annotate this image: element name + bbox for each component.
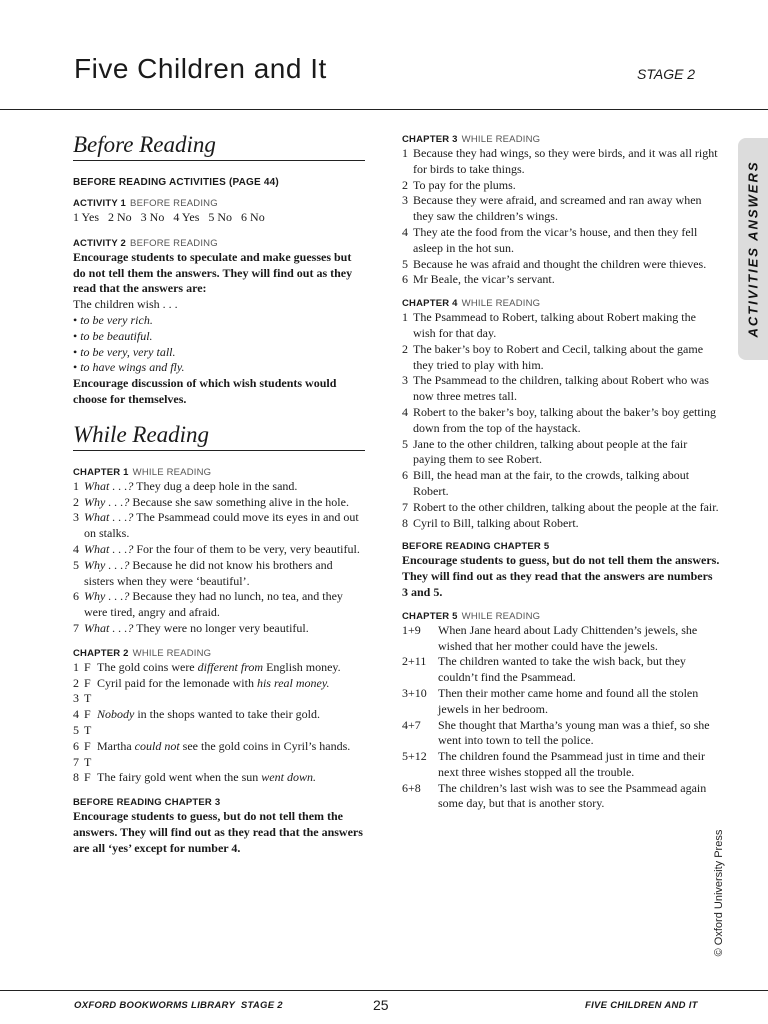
before-reading-chapter5-heading: BEFORE READING CHAPTER 5: [402, 541, 550, 553]
chapter5-answer-item: [402, 781, 720, 813]
item-number: 6: [402, 272, 408, 287]
chapter1-answer-item: [73, 542, 365, 558]
item-number: 6: [402, 468, 408, 483]
item-number: 2: [73, 675, 79, 690]
footer-series: OXFORD BOOKWORMS LIBRARY STAGE 2: [74, 1000, 283, 1011]
chapter1-answer-list: [73, 479, 365, 637]
item-text: [84, 479, 365, 495]
chapter4-answer-item: [402, 342, 720, 374]
chapter2-answer-item: [73, 676, 365, 692]
item-text: [84, 542, 365, 558]
chapter2-answer-item: [73, 755, 365, 771]
item-true-false: F: [84, 675, 91, 690]
item-true-false: F: [84, 738, 91, 753]
item-question: What . . .?: [84, 541, 134, 556]
bullet-dot-icon: •: [73, 344, 81, 359]
activity2-bullet: [73, 329, 365, 345]
item-number: 4+7: [402, 717, 421, 732]
chapter3-sublabel: WHILE READING: [461, 134, 541, 145]
chapter5-answer-item: [402, 718, 720, 750]
item-text-emphasis: went down.: [261, 770, 316, 785]
item-number: 7: [73, 620, 79, 635]
item-number: 8: [73, 770, 79, 785]
chapter2-label: CHAPTER 2: [73, 647, 129, 659]
chapter5-label: CHAPTER 5: [402, 610, 458, 622]
activity1-sublabel: BEFORE READING: [130, 198, 218, 209]
while-reading-title: While Reading: [73, 422, 365, 451]
bullet-dot-icon: •: [73, 312, 81, 327]
item-true-false: T: [84, 722, 92, 737]
activity2-lead: The children wish . . .: [73, 297, 178, 312]
item-question: What . . .?: [84, 620, 134, 635]
chapter2-answer-item: [73, 739, 365, 755]
item-number: 3: [73, 510, 79, 525]
item-number: 4: [402, 404, 408, 419]
item-number: 4: [73, 541, 79, 556]
activity1-label: ACTIVITY 1: [73, 198, 127, 209]
bullet-text: to be beautiful.: [80, 328, 153, 343]
item-text: [84, 510, 365, 542]
item-text: [97, 770, 365, 786]
item-text: The baker’s boy to Robert and Cecil, talking about the game they tried to play with him.: [413, 341, 704, 372]
item-true-false: F: [84, 659, 91, 674]
activity1-caption: [73, 198, 365, 210]
item-true-false: F: [84, 770, 91, 785]
item-text: To pay for the plums.: [413, 177, 516, 192]
item-text-post: see the gold coins in Cyril’s hands.: [179, 738, 351, 753]
item-number: 5: [402, 436, 408, 451]
activity2-bullet: [73, 313, 365, 329]
item-number: 1: [73, 659, 79, 674]
chapter5-sublabel: WHILE READING: [461, 610, 541, 622]
item-question: Why . . .?: [84, 557, 130, 572]
chapter5-answer-item: [402, 654, 720, 686]
footer-book-title: FIVE CHILDREN AND IT: [585, 1000, 698, 1011]
item-text: Then their mother came home and found all the stolen jewels in her bedroom.: [438, 685, 699, 716]
chapter1-label: CHAPTER 1: [73, 466, 129, 478]
chapter1-answer-item: [73, 589, 365, 621]
item-text: Because they had wings, so they were birds, and it was all right for birds to take things.: [413, 146, 718, 176]
activity2-sublabel: BEFORE READING: [130, 237, 218, 249]
item-text: Cyril to Bill, talking about Robert.: [413, 515, 579, 530]
page-header: [0, 0, 768, 110]
item-text-pre: Martha: [97, 738, 135, 753]
item-number: 2: [73, 494, 79, 509]
chapter4-label: CHAPTER 4: [402, 298, 458, 310]
item-text: The children found the Psammead just in time and their next three wishes stopped all the trouble.: [438, 749, 705, 779]
item-number: 5: [73, 722, 79, 737]
item-text: [97, 755, 365, 771]
item-true-false: T: [84, 754, 92, 769]
item-text: Bill, the head man at the fair, to the crowds, talking about Robert.: [413, 468, 690, 498]
chapter3-caption: [402, 134, 720, 146]
item-answer: They were no longer very beautiful.: [133, 620, 309, 635]
item-number: 3: [402, 373, 408, 388]
chapter4-sublabel: WHILE READING: [461, 298, 541, 310]
chapter2-answer-item: [73, 770, 365, 786]
item-number: 2: [402, 341, 408, 356]
item-text: [84, 621, 365, 637]
item-number: 4: [402, 224, 408, 239]
before-reading-chapter3-heading: BEFORE READING CHAPTER 3: [73, 797, 221, 809]
item-question: Why . . .?: [84, 589, 130, 604]
item-question: Why . . .?: [84, 494, 130, 509]
item-number: 1: [73, 478, 79, 493]
chapter3-answer-item: [402, 272, 720, 288]
activity2-bullet: [73, 360, 365, 376]
chapter4-answer-item: [402, 516, 720, 532]
item-text: [84, 558, 365, 590]
chapter4-caption: [402, 298, 720, 310]
chapter2-answer-item: [73, 691, 365, 707]
item-text-pre: The gold coins were: [97, 659, 198, 674]
chapter3-label: CHAPTER 3: [402, 134, 458, 145]
stage-label: STAGE 2: [637, 66, 696, 82]
item-text: The children wanted to take the wish back, but they couldn’t find the Psammead.: [438, 654, 686, 685]
item-true-false: T: [84, 691, 92, 706]
chapter1-answer-item: [73, 558, 365, 590]
chapter4-answer-item: [402, 468, 720, 500]
chapter4-answer-list: [402, 310, 720, 531]
item-text: The children’s last wish was to see the Psammead again some day, but that is another story.: [438, 780, 707, 811]
item-question: What . . .?: [84, 510, 134, 525]
activity2-bullet-list: [73, 313, 365, 376]
item-answer: They dug a deep hole in the sand.: [133, 478, 298, 493]
chapter5-answer-item: [402, 749, 720, 781]
chapter3-answer-item: [402, 178, 720, 194]
activity2-outro: Encourage discussion of which wish students would choose for themselves.: [73, 376, 337, 406]
item-text-emphasis: his real money.: [256, 675, 330, 690]
item-text: Robert to the other children, talking about the people at the fair.: [413, 499, 719, 514]
bullet-text: to have wings and fly.: [80, 360, 185, 375]
copyright-notice: © Oxford University Press: [713, 829, 725, 957]
item-number: 6: [73, 738, 79, 753]
activity2-bullet: [73, 345, 365, 361]
item-number: 1+9: [402, 622, 421, 637]
chapter2-answer-item: [73, 660, 365, 676]
before-reading-chapter5-text: Encourage students to guess, but do not tell them the answers. They will find out as they read that the answers are numbers 3 and 5.: [402, 553, 720, 599]
item-number: 3: [402, 193, 408, 208]
item-number: 3+10: [402, 685, 427, 700]
chapter2-caption: [73, 648, 365, 660]
chapter3-answer-list: [402, 146, 720, 288]
chapter1-sublabel: WHILE READING: [132, 466, 212, 478]
item-text: She thought that Martha’s young man was a thief, so she went into town to tell the police.: [438, 717, 710, 748]
item-text-emphasis: Nobody: [97, 707, 135, 722]
chapter2-answer-item: [73, 707, 365, 723]
before-reading-chapter3-text: Encourage students to guess, but do not tell them the answers. They will find out as they read that the answers are all ‘yes’ except for number 4.: [73, 809, 363, 855]
item-text-pre: Cyril paid for the lemonade with: [97, 675, 257, 690]
bullet-dot-icon: •: [73, 360, 81, 375]
item-number: 6: [73, 589, 79, 604]
activity2-intro: Encourage students to speculate and make guesses but do not tell them the answers. They will find out as they read that the answers are:: [73, 249, 353, 296]
bullet-dot-icon: •: [73, 328, 81, 343]
chapter5-caption: [402, 611, 720, 623]
item-text: [97, 676, 365, 692]
left-column: [73, 128, 365, 857]
right-column: [402, 134, 720, 812]
item-text-pre: The fairy gold went when the sun: [97, 770, 262, 785]
item-text: [97, 723, 365, 739]
item-text: When Jane heard about Lady Chittenden’s jewels, she wished that her mother could have the jewels.: [438, 622, 698, 653]
item-text: [84, 589, 365, 621]
page-title: Five Children and It: [74, 53, 327, 84]
item-text: Robert to the baker’s boy, talking about the baker’s boy getting down from the top of the haystack.: [413, 404, 717, 435]
chapter3-answer-item: [402, 257, 720, 273]
item-text: Mr Beale, the vicar’s servant.: [413, 272, 555, 287]
chapter2-answer-list: [73, 660, 365, 786]
item-text: [97, 691, 365, 707]
item-number: 7: [73, 754, 79, 769]
item-text-post: in the shops wanted to take their gold.: [134, 707, 320, 722]
item-number: 4: [73, 707, 79, 722]
item-text: [97, 660, 365, 676]
item-answer: Because he did not know his brothers and sisters when they were ‘beautiful’.: [84, 557, 333, 588]
chapter3-answer-item: [402, 225, 720, 257]
bullet-text: to be very rich.: [80, 312, 153, 327]
chapter3-answer-item: [402, 193, 720, 225]
item-text-post: English money.: [263, 659, 341, 674]
chapter1-caption: [73, 467, 365, 479]
item-text-emphasis: different from: [197, 659, 264, 674]
item-number: 2+11: [402, 654, 427, 669]
activity2-label: ACTIVITY 2: [73, 237, 127, 249]
activity2-caption: [73, 238, 365, 250]
item-number: 5+12: [402, 749, 427, 764]
chapter4-answer-item: [402, 310, 720, 342]
item-number: 8: [402, 515, 408, 530]
item-answer: The Psammead could move its eyes in and out on stalks.: [84, 510, 359, 541]
chapter1-answer-item: [73, 510, 365, 542]
chapter4-answer-item: [402, 500, 720, 516]
item-number: 1: [402, 310, 408, 325]
chapter1-answer-item: [73, 479, 365, 495]
item-text: Because they were afraid, and screamed and ran away when they saw the children’s wings.: [413, 193, 702, 224]
item-answer: Because she saw something alive in the hole.: [129, 494, 349, 509]
activities-answers-label: ACTIVITIES ANSWERS: [745, 160, 761, 338]
item-text: The Psammead to Robert, talking about Robert making the wish for that day.: [413, 310, 696, 340]
item-text: The Psammead to the children, talking about Robert who was now three metres tall.: [413, 373, 709, 404]
item-question: What . . .?: [84, 478, 134, 493]
chapter5-answer-list: [402, 623, 720, 813]
chapter4-answer-item: [402, 437, 720, 469]
before-reading-title: Before Reading: [73, 132, 365, 161]
item-text-emphasis: could not: [134, 738, 180, 753]
item-text: Jane to the other children, talking about people at the fair paying them to see Robert.: [413, 436, 688, 467]
footer-rule: [0, 990, 768, 991]
item-text: They ate the food from the vicar’s house, and then they fell asleep in the hot sun.: [413, 224, 698, 255]
chapter2-answer-item: [73, 723, 365, 739]
item-number: 2: [402, 177, 408, 192]
item-text: Because he was afraid and thought the children were thieves.: [413, 256, 707, 271]
chapter3-answer-item: [402, 146, 720, 178]
page-number: 25: [373, 997, 389, 1013]
bullet-text: to be very, very tall.: [80, 344, 176, 359]
activity1-answers: 1 Yes 2 No 3 No 4 Yes 5 No 6 No: [73, 210, 265, 224]
chapter2-sublabel: WHILE READING: [132, 647, 212, 659]
chapter5-answer-item: [402, 686, 720, 718]
item-text: [97, 739, 365, 755]
item-number: 3: [73, 691, 79, 706]
item-number: 7: [402, 499, 408, 514]
item-number: 1: [402, 146, 408, 160]
chapter5-answer-item: [402, 623, 720, 655]
chapter4-answer-item: [402, 373, 720, 405]
item-answer: For the four of them to be very, very beautiful.: [133, 541, 360, 556]
item-answer: Because they had no lunch, no tea, and they were tired, angry and afraid.: [84, 589, 343, 620]
chapter1-answer-item: [73, 621, 365, 637]
item-text: [84, 495, 365, 511]
before-reading-activities-heading: BEFORE READING ACTIVITIES (PAGE 44): [73, 177, 279, 188]
item-true-false: F: [84, 707, 91, 722]
item-text: [97, 707, 365, 723]
item-number: 6+8: [402, 780, 421, 795]
item-number: 5: [73, 557, 79, 572]
item-number: 5: [402, 256, 408, 271]
chapter4-answer-item: [402, 405, 720, 437]
chapter1-answer-item: [73, 495, 365, 511]
